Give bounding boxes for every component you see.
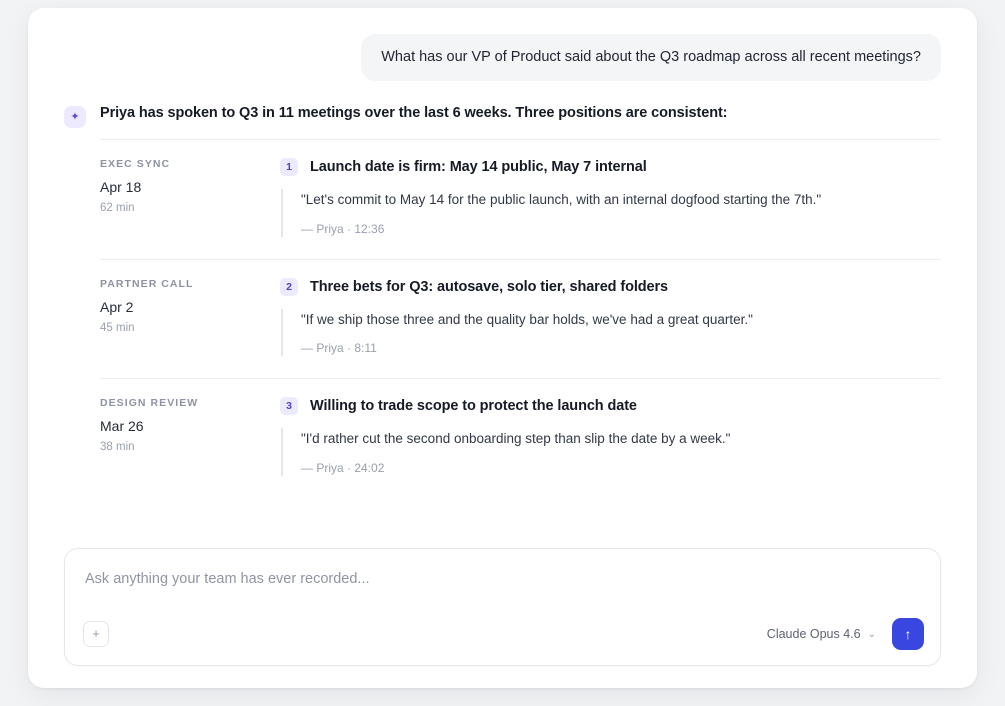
quote-block [281, 189, 941, 237]
meeting-label: PARTNER CALL [100, 277, 194, 290]
meeting-label: EXEC SYNC [100, 158, 171, 171]
assistant-summary: Priya has spoken to Q3 in 11 meetings over the last 6 weeks. Three positions are consistent: [100, 105, 728, 122]
meeting-meta [100, 397, 280, 453]
point-header [280, 278, 941, 296]
send-button[interactable]: ↑ [892, 618, 924, 650]
assistant-body [100, 105, 941, 498]
chevron-down-icon: ⌄ [867, 628, 876, 640]
point-title: Launch date is firm: May 14 public, May 7 internal [310, 159, 647, 176]
quote-text: "Let's commit to May 14 for the public launch, with an internal dogfood starting the 7th." [301, 192, 822, 208]
meeting-row[interactable] [100, 139, 941, 259]
meeting-row[interactable] [100, 259, 941, 379]
quote-attribution[interactable]: — Priya · 24:02 [301, 460, 385, 475]
meeting-label: DESIGN REVIEW [100, 397, 199, 410]
sparkle-icon: ✦ [64, 106, 86, 128]
meeting-meta [100, 158, 280, 214]
quote-block [281, 428, 941, 476]
meeting-content [280, 397, 941, 476]
meeting-row[interactable] [100, 378, 941, 498]
meeting-date: Mar 26 [100, 418, 144, 435]
meeting-duration: 45 min [100, 321, 135, 334]
meeting-duration: 62 min [100, 202, 135, 215]
quote-attribution[interactable]: — Priya · 8:11 [301, 341, 377, 356]
quote-text: "I'd rather cut the second onboarding step than slip the date by a week." [301, 431, 731, 447]
meeting-duration: 38 min [100, 441, 135, 454]
meeting-date: Apr 2 [100, 298, 134, 315]
quote-attribution[interactable]: — Priya · 12:36 [301, 221, 385, 236]
meeting-content [280, 158, 941, 237]
meeting-content [280, 278, 941, 357]
model-selector-label: Claude Opus 4.6 [766, 627, 861, 641]
user-message-row [64, 34, 941, 81]
point-number-badge: 2 [280, 278, 298, 296]
composer [64, 548, 941, 666]
app-window [28, 8, 977, 688]
quote-text: "If we ship those three and the quality bar holds, we've had a great quarter." [301, 311, 753, 327]
meeting-meta [100, 278, 280, 334]
plus-icon[interactable]: + [83, 621, 109, 647]
conversation-thread [28, 8, 977, 498]
chat-input[interactable] [83, 565, 922, 593]
point-number-badge: 1 [280, 158, 298, 176]
user-message-bubble: What has our VP of Product said about the Q3 roadmap across all recent meetings? [361, 34, 941, 81]
point-title: Willing to trade scope to protect the launch date [310, 398, 637, 415]
composer-toolbar [83, 617, 924, 651]
point-number-badge: 3 [280, 397, 298, 415]
point-header [280, 397, 941, 415]
assistant-message [64, 105, 941, 498]
point-title: Three bets for Q3: autosave, solo tier, shared folders [310, 278, 669, 295]
meeting-list [100, 139, 941, 498]
quote-block [281, 309, 941, 357]
point-header [280, 158, 941, 176]
model-selector[interactable] [767, 627, 876, 641]
composer-actions [767, 618, 924, 650]
meeting-date: Apr 18 [100, 179, 142, 196]
